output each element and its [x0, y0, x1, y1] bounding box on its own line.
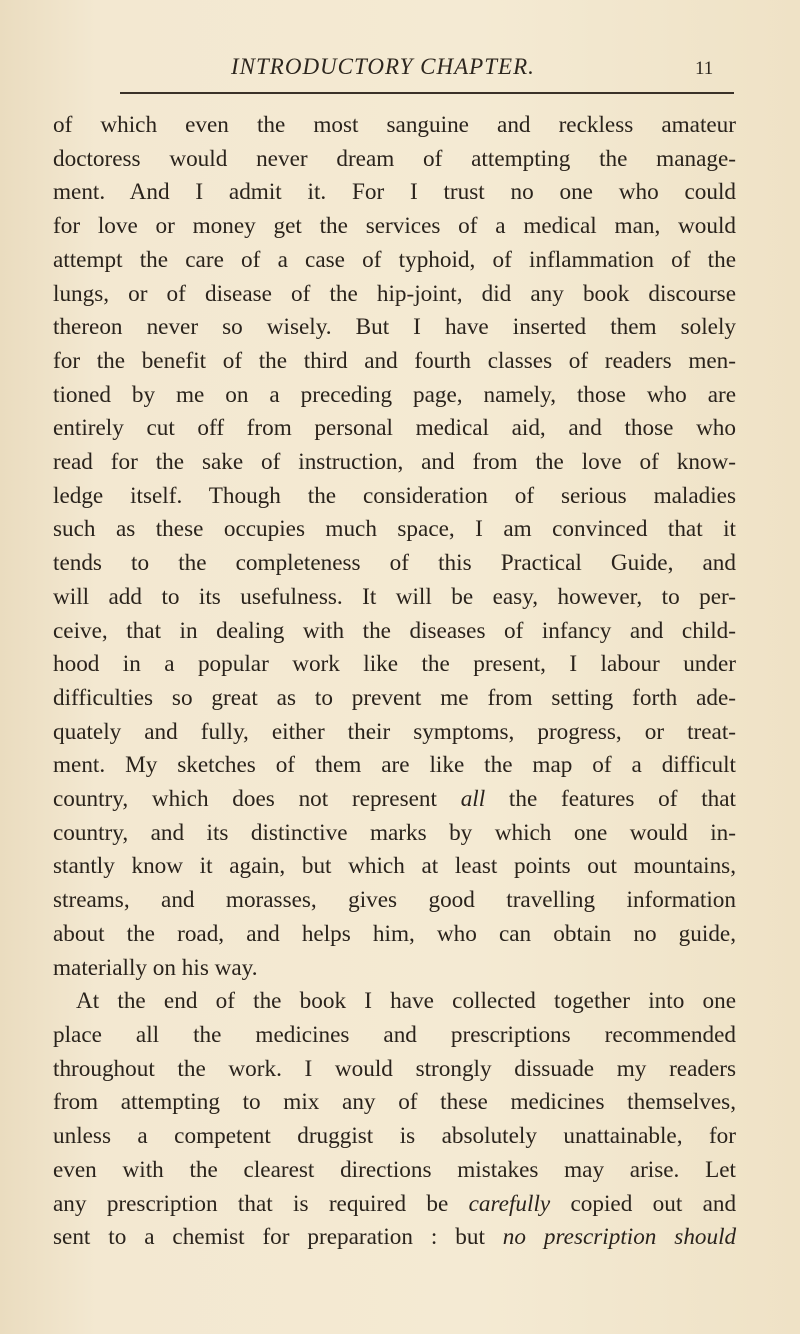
page-header — [0, 48, 800, 88]
text-line: read for the sake of instruction, and from the love of know- — [53, 449, 736, 476]
text-line: any prescription that is required be carefully copied out and — [53, 1190, 737, 1217]
text-line: ment. My sketches of them are like the map of a difficult — [53, 752, 736, 779]
text-line: ment. And I admit it. For I trust no one who could — [53, 179, 736, 206]
text-line: doctoress would never dream of attempting the manage- — [53, 145, 736, 172]
text-line: such as these occupies much space, I am convinced that it — [53, 516, 736, 543]
text-line: thereon never so wisely. But I have inserted them solely — [53, 314, 736, 341]
text-line: quately and fully, either their symptoms, progress, or treat- — [53, 718, 736, 745]
text-line: from attempting to mix any of these medicines themselves, — [53, 1089, 736, 1116]
text-line: materially on his way. — [53, 954, 258, 981]
text-line: lungs, or of disease of the hip-joint, did any book discourse — [53, 280, 736, 307]
text-line: stantly know it again, but which at least points out mountains, — [53, 853, 736, 880]
text-line: unless a competent druggist is absolutely unattainable, for — [53, 1123, 736, 1150]
text-line: difficulties so great as to prevent me from setting forth ade- — [53, 684, 736, 711]
text-line: sent to a chemist for preparation : but no prescription should — [53, 1224, 737, 1251]
text-line: At the end of the book I have collected together into one — [76, 988, 736, 1015]
text-line: tioned by me on a preceding page, namely, those who are — [53, 381, 736, 408]
text-line: country, which does not represent all the features of that — [53, 786, 736, 813]
text-line: hood in a popular work like the present, I labour under — [53, 651, 736, 678]
text-line: attempt the care of a case of typhoid, of inflammation of the — [53, 246, 736, 273]
text-line: of which even the most sanguine and reckless amateur — [53, 112, 736, 138]
text-line: for the benefit of the third and fourth classes of readers men- — [53, 347, 736, 374]
text-line: about the road, and helps him, who can obtain no guide, — [53, 920, 736, 947]
text-line: for love or money get the services of a medical man, would — [53, 213, 736, 240]
header-rule — [120, 92, 734, 94]
page-number: 11 — [695, 58, 714, 79]
text-line: will add to its usefulness. It will be easy, however, to per- — [53, 583, 736, 610]
text-line: streams, and morasses, gives good travelling information — [53, 887, 736, 914]
text-line: even with the clearest directions mistakes may arise. Let — [53, 1156, 736, 1183]
text-line: tends to the completeness of this Practical Guide, and — [53, 550, 736, 577]
running-title: INTRODUCTORY CHAPTER. — [231, 54, 535, 79]
text-line: throughout the work. I would strongly dissuade my readers — [53, 1055, 736, 1082]
text-line: country, and its distinctive marks by which one would in- — [53, 819, 736, 846]
text-line: ledge itself. Though the consideration of serious maladies — [53, 482, 736, 509]
text-line: entirely cut off from personal medical aid, and those who — [53, 415, 736, 442]
body-text — [53, 109, 736, 1255]
text-line: ceive, that in dealing with the diseases of infancy and child- — [53, 617, 736, 644]
text-line: place all the medicines and prescriptions recommended — [53, 1021, 736, 1048]
